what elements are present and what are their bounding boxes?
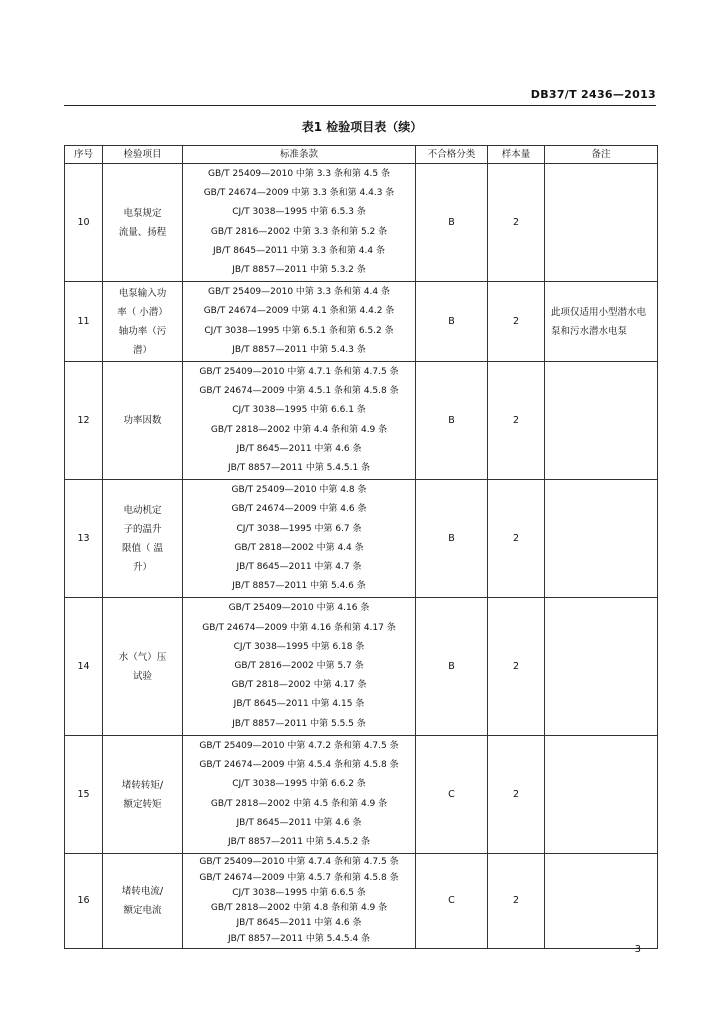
clause-line: GB/T 24674—2009 中第 4.16 条和第 4.17 条 (202, 622, 396, 633)
clause-line: JB/T 8857—2011 中第 5.3.2 条 (232, 265, 366, 276)
clause-line: GB/T 2818—2002 中第 4.4 条 (234, 542, 364, 553)
row-item (103, 282, 183, 362)
row-clauses (183, 164, 416, 282)
clause-line: JB/T 8645—2011 中第 3.3 条和第 4.4 条 (213, 245, 385, 256)
clause-line: GB/T 25409—2010 中第 3.3 条和第 4.4 条 (207, 287, 390, 298)
clause-line: GB/T 24674—2009 中第 3.3 条和第 4.4.3 条 (203, 188, 395, 199)
row-clauses (183, 735, 416, 853)
clause-line: JB/T 8645—2011 中第 4.15 条 (233, 699, 365, 710)
clause-line: CJ/T 3038—1995 中第 6.18 条 (233, 641, 365, 652)
row-category: C (416, 854, 488, 949)
row-seq: 13 (65, 480, 103, 598)
clause-line: CJ/T 3038—1995 中第 6.7 条 (236, 523, 362, 534)
clause-line: JB/T 8857—2011 中第 5.4.5.2 条 (227, 836, 371, 847)
row-item (103, 735, 183, 853)
row-notes (545, 164, 658, 282)
item-line: 电动机定 (123, 504, 162, 516)
table-row (65, 735, 658, 853)
row-item (103, 164, 183, 282)
table-row (65, 362, 658, 480)
row-sample: 2 (488, 735, 545, 853)
clause-line: JB/T 8857—2011 中第 5.4.3 条 (232, 344, 366, 355)
clause-line: GB/T 2818—2002 中第 4.4 条和第 4.9 条 (210, 424, 388, 435)
clause-line: JB/T 8857—2011 中第 5.4.6 条 (232, 581, 366, 592)
clause-line: CJ/T 3038—1995 中第 6.6.5 条 (232, 887, 366, 898)
col-header-item: 检验项目 (103, 146, 183, 164)
item-line: 水（气）压 (118, 651, 167, 663)
row-clauses (183, 854, 416, 949)
row-notes (545, 598, 658, 735)
clause-line: JB/T 8857—2011 中第 5.4.5.4 条 (227, 933, 371, 944)
clause-line: JB/T 8645—2011 中第 4.7 条 (236, 562, 362, 573)
row-notes (545, 362, 658, 480)
col-header-category: 不合格分类 (416, 146, 488, 164)
inspection-items-table (64, 145, 658, 949)
item-line: 电泵规定 (123, 207, 162, 219)
table-body (65, 164, 658, 949)
item-line: 流量、扬程 (118, 226, 167, 238)
clause-line: JB/T 8857—2011 中第 5.5.5 条 (232, 718, 366, 729)
item-line: 电泵输入功 (118, 287, 167, 299)
item-line: 子的温升 (123, 523, 162, 535)
clause-line: GB/T 25409—2010 中第 4.7.4 条和第 4.7.5 条 (199, 857, 399, 868)
header-rule (64, 105, 656, 106)
table-row (65, 164, 658, 282)
col-header-notes: 备注 (545, 146, 658, 164)
item-line: 试验 (132, 670, 152, 682)
clause-line: JB/T 8645—2011 中第 4.6 条 (236, 918, 362, 929)
row-seq: 16 (65, 854, 103, 949)
clause-line: GB/T 2818—2002 中第 4.5 条和第 4.9 条 (210, 798, 388, 809)
clause-line: GB/T 24674—2009 中第 4.5.1 条和第 4.5.8 条 (199, 386, 399, 397)
row-category: B (416, 362, 488, 480)
item-line: 潜） (132, 344, 152, 356)
row-seq: 14 (65, 598, 103, 735)
item-line: 额定转矩 (123, 798, 162, 810)
clause-line: GB/T 2816—2002 中第 3.3 条和第 5.2 条 (210, 226, 388, 237)
row-category: B (416, 282, 488, 362)
row-notes (545, 480, 658, 598)
row-notes: 此项仅适用小型潜水电泵和污水潜水电泵 (545, 282, 658, 362)
row-sample: 2 (488, 854, 545, 949)
row-sample: 2 (488, 362, 545, 480)
row-item (103, 362, 183, 480)
header-row (65, 146, 658, 164)
table-row (65, 282, 658, 362)
clause-line: CJ/T 3038—1995 中第 6.5.3 条 (232, 207, 366, 218)
table-row (65, 854, 658, 949)
row-clauses (183, 362, 416, 480)
item-line: 功率因数 (123, 415, 162, 427)
row-item (103, 854, 183, 949)
item-line: 额定电流 (123, 905, 162, 917)
row-sample: 2 (488, 480, 545, 598)
row-sample: 2 (488, 282, 545, 362)
row-category: B (416, 598, 488, 735)
item-line: 率（ 小潜） (117, 306, 168, 318)
row-seq: 10 (65, 164, 103, 282)
item-line: 限值（ 温 (121, 542, 164, 554)
clause-line: GB/T 25409—2010 中第 4.16 条 (228, 603, 370, 614)
table-row (65, 480, 658, 598)
col-header-clause: 标准条款 (183, 146, 416, 164)
row-clauses (183, 282, 416, 362)
col-header-seq: 序号 (65, 146, 103, 164)
col-header-sample: 样本量 (488, 146, 545, 164)
item-line: 升） (132, 561, 152, 573)
clause-line: JB/T 8645—2011 中第 4.6 条 (236, 817, 362, 828)
row-sample: 2 (488, 598, 545, 735)
clause-line: GB/T 24674—2009 中第 4.1 条和第 4.4.2 条 (203, 306, 395, 317)
table-title: 表1 检验项目表（续） (301, 120, 423, 134)
item-line: 轴功率（污 (118, 325, 167, 337)
page-number: 3 (634, 944, 641, 955)
row-notes (545, 854, 658, 949)
row-sample: 2 (488, 164, 545, 282)
clause-line: GB/T 25409—2010 中第 4.7.1 条和第 4.7.5 条 (199, 367, 399, 378)
clause-line: CJ/T 3038—1995 中第 6.6.1 条 (232, 405, 366, 416)
clause-line: GB/T 25409—2010 中第 3.3 条和第 4.5 条 (207, 169, 390, 179)
clause-line: GB/T 25409—2010 中第 4.8 条 (231, 485, 367, 496)
row-clauses (183, 480, 416, 598)
row-seq: 11 (65, 282, 103, 362)
item-line: 堵转电流/ (121, 886, 164, 898)
row-clauses (183, 598, 416, 735)
clause-line: GB/T 2816—2002 中第 5.7 条 (234, 661, 364, 672)
clause-line: JB/T 8857—2011 中第 5.4.5.1 条 (227, 463, 371, 474)
row-seq: 12 (65, 362, 103, 480)
clause-line: JB/T 8645—2011 中第 4.6 条 (236, 443, 362, 454)
standard-id: DB37/T 2436—2013 (530, 88, 656, 101)
table-row (65, 598, 658, 735)
row-seq: 15 (65, 735, 103, 853)
row-notes (545, 735, 658, 853)
row-item (103, 598, 183, 735)
clause-line: CJ/T 3038—1995 中第 6.6.2 条 (232, 779, 366, 790)
clause-line: GB/T 24674—2009 中第 4.5.4 条和第 4.5.8 条 (199, 760, 399, 771)
row-category: B (416, 480, 488, 598)
clause-line: GB/T 24674—2009 中第 4.6 条 (231, 504, 367, 515)
clause-line: GB/T 2818—2002 中第 4.8 条和第 4.9 条 (210, 903, 388, 914)
clause-line: GB/T 25409—2010 中第 4.7.2 条和第 4.7.5 条 (199, 740, 399, 751)
clause-line: GB/T 24674—2009 中第 4.5.7 条和第 4.5.8 条 (199, 872, 399, 883)
item-line: 堵转转矩/ (121, 779, 164, 791)
row-category: B (416, 164, 488, 282)
row-item (103, 480, 183, 598)
clause-line: CJ/T 3038—1995 中第 6.5.1 条和第 6.5.2 条 (204, 325, 394, 336)
clause-line: GB/T 2818—2002 中第 4.17 条 (231, 680, 367, 691)
row-category: C (416, 735, 488, 853)
